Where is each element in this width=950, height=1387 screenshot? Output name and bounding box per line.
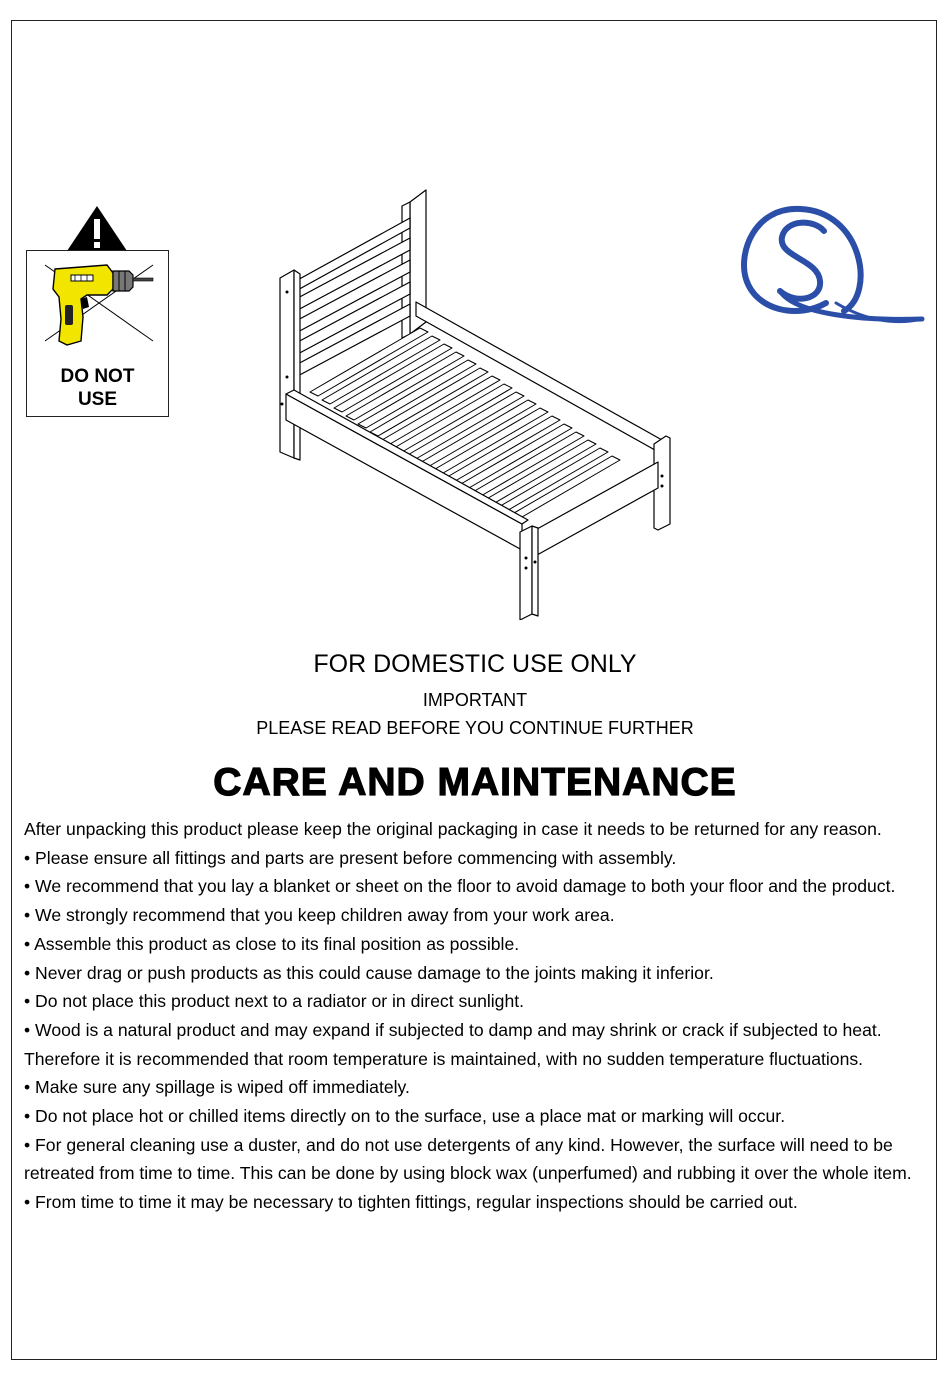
care-item: • Wood is a natural product and may expand if subjected to damp and may shrink or crack if subjected to heat. Therefore it is recommended that room temperature is maintained, with no sudden temperature fluctuations. <box>24 1019 882 1069</box>
care-item: • Please ensure all fittings and parts are present before commencing with assembly. <box>24 847 677 868</box>
care-item: • Make sure any spillage is wiped off immediately. <box>24 1077 410 1098</box>
care-item: • Do not place hot or chilled items directly on to the surface, use a place mat or marking will occur. <box>24 1106 786 1127</box>
care-item: • Assemble this product as close to its final position as possible. <box>24 933 520 954</box>
domestic-use-heading: FOR DOMESTIC USE ONLY <box>313 650 637 678</box>
warning-triangle-icon <box>66 205 128 252</box>
drill-icon <box>41 261 157 361</box>
do-not-use-label: DO NOT USE <box>60 366 135 410</box>
important-label: IMPORTANT <box>422 690 528 710</box>
do-not-use-power-tools-warning <box>26 250 169 417</box>
care-instructions <box>24 815 934 1217</box>
care-item: • We recommend that you lay a blanket or sheet on the floor to avoid damage to both your floor and the product. <box>24 876 896 897</box>
care-item: • Do not place this product next to a radiator or in direct sunlight. <box>24 991 525 1012</box>
care-item: • We strongly recommend that you keep children away from your work area. <box>24 905 615 926</box>
please-read-label: PLEASE READ BEFORE YOU CONTINUE FURTHER <box>256 718 694 738</box>
bed-frame-illustration <box>270 182 680 620</box>
care-maintenance-title: CARE AND MAINTENANCE <box>213 761 737 804</box>
care-item: • From time to time it may be necessary to tighten fittings, regular inspections should be carried out. <box>24 1192 798 1213</box>
care-intro: After unpacking this product please keep the original packaging in case it needs to be returned for any reason. <box>24 819 882 839</box>
sq-monogram-logo <box>736 203 928 331</box>
care-item: • For general cleaning use a duster, and do not use detergents of any kind. However, the surface will need to be retreated from time to time. This can be done by using block wax (unperfumed) and rubbing it over the whole item. <box>24 1134 912 1184</box>
care-item: • Never drag or push products as this could cause damage to the joints making it inferior. <box>24 962 714 983</box>
